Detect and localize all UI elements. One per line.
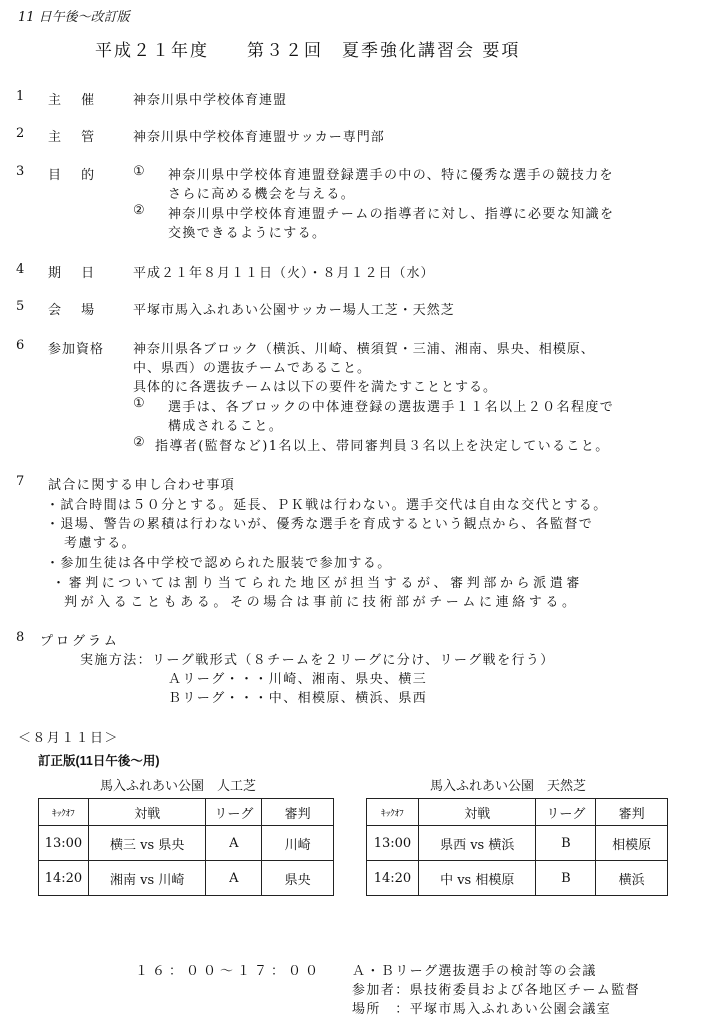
meeting-participants: 参加者：県技術委員および各地区チーム監督 bbox=[352, 983, 641, 998]
section-6-item-1-line-1: 選手は、各ブロックの中体連登録の選抜選手１１名以上２０名程度で bbox=[168, 400, 615, 415]
kickoff-time: 14:20 bbox=[367, 861, 419, 896]
referee: 川崎 bbox=[262, 826, 334, 861]
header-referee: 審判 bbox=[262, 799, 334, 826]
section-3-item-2-line-2: 交換できるようにする。 bbox=[168, 226, 327, 241]
league-a: Ａリーグ・・・川崎、湘南、県央、横三 bbox=[168, 672, 428, 687]
header-kickoff: ｷｯｸｵﾌ bbox=[39, 799, 89, 826]
left-venue-title: 馬入ふれあい公園 人工芝 bbox=[100, 779, 257, 794]
referee: 横浜 bbox=[596, 861, 668, 896]
section-7-bullet-2-line-2: 考慮する。 bbox=[64, 536, 137, 551]
league: A bbox=[206, 861, 262, 896]
section-6-label: 参加資格 bbox=[48, 342, 105, 357]
section-6-line-1: 神奈川県各ブロック（横浜、川崎、横須賀・三浦、湘南、県央、相模原、 bbox=[133, 342, 595, 357]
header-match: 対戦 bbox=[88, 799, 206, 826]
match: 横三 vs 県央 bbox=[88, 826, 206, 861]
section-6-number: 6 bbox=[16, 338, 25, 353]
table-row bbox=[367, 861, 668, 896]
league: A bbox=[206, 826, 262, 861]
section-7-title: 試合に関する申し合わせ事項 bbox=[48, 478, 236, 493]
referee: 県央 bbox=[262, 861, 334, 896]
section-3-label: 目 的 bbox=[48, 168, 103, 183]
section-6-item-2-line-1: 指導者(監督など)1名以上、帯同審判員３名以上を決定していること。 bbox=[155, 439, 610, 454]
match: 湘南 vs 川崎 bbox=[88, 861, 206, 896]
section-6-item-1-line-2: 構成されること。 bbox=[168, 419, 284, 434]
date-heading: ＜８月１１日＞ bbox=[18, 731, 119, 746]
left-schedule-table bbox=[38, 798, 334, 896]
revision-label: 訂正版(11日午後～用) bbox=[38, 754, 160, 768]
section-1-number: 1 bbox=[16, 89, 25, 104]
match: 県西 vs 横浜 bbox=[418, 826, 536, 861]
section-8-number: 8 bbox=[16, 630, 25, 645]
section-2-value: 神奈川県中学校体育連盟サッカー専門部 bbox=[133, 130, 385, 145]
section-7-bullet-3: ・参加生徒は各中学校で認められた服装で参加する。 bbox=[46, 556, 392, 571]
meeting-topic: Ａ・Ｂリーグ選抜選手の検討等の会議 bbox=[352, 964, 597, 979]
section-7-number: 7 bbox=[16, 474, 25, 489]
program-method: 実施方法：リーグ戦形式（８チームを２リーグに分け、リーグ戦を行う） bbox=[80, 653, 555, 668]
kickoff-time: 14:20 bbox=[39, 861, 89, 896]
section-4-number: 4 bbox=[16, 262, 25, 277]
section-7-bullet-4-line-1: ・審判については割り当てられた地区が担当するが、審判部から派遣審 bbox=[52, 576, 583, 591]
section-3-item-2-line-1: 神奈川県中学校体育連盟チームの指導者に対し、指導に必要な知識を bbox=[168, 207, 615, 222]
section-1-value: 神奈川県中学校体育連盟 bbox=[133, 93, 288, 108]
section-5-label: 会 場 bbox=[48, 303, 103, 318]
section-8-title: プログラム bbox=[40, 634, 120, 649]
referee: 相模原 bbox=[596, 826, 668, 861]
table-row bbox=[39, 861, 334, 896]
league: B bbox=[536, 826, 596, 861]
revision-stamp: 11 日午後～改訂版 bbox=[18, 10, 130, 25]
section-3-item-2-mark: ② bbox=[133, 203, 145, 218]
section-5-value: 平塚市馬入ふれあい公園サッカー場人工芝・天然芝 bbox=[133, 303, 455, 318]
page-title: 平成２１年度 第３２回 夏季強化講習会 要項 bbox=[95, 41, 521, 61]
kickoff-time: 13:00 bbox=[39, 826, 89, 861]
section-4-label: 期 日 bbox=[48, 266, 103, 281]
table-row bbox=[367, 826, 668, 861]
section-7-bullet-1: ・試合時間は５０分とする。延長、ＰＫ戦は行わない。選手交代は自由な交代とする。 bbox=[46, 498, 608, 513]
table-row bbox=[39, 826, 334, 861]
section-3-item-1-mark: ① bbox=[133, 164, 145, 179]
table-header-row bbox=[367, 799, 668, 826]
section-3-item-1-line-1: 神奈川県中学校体育連盟登録選手の中の、特に優秀な選手の競技力を bbox=[168, 168, 614, 183]
section-7-bullet-4-line-2: 判が入ることもある。その場合は事前に技術部がチームに連絡する。 bbox=[64, 595, 579, 610]
right-venue-title: 馬入ふれあい公園 天然芝 bbox=[430, 779, 587, 794]
section-7-bullet-2-line-1: ・退場、警告の累積は行わないが、優秀な選手を育成するという観点から、各監督で bbox=[46, 517, 594, 532]
meeting-place: 場所 ：平塚市馬入ふれあい公園会議室 bbox=[352, 1002, 612, 1017]
section-5-number: 5 bbox=[16, 299, 25, 314]
section-3-number: 3 bbox=[16, 164, 25, 179]
right-schedule-table bbox=[366, 798, 668, 896]
section-1-label: 主 催 bbox=[48, 93, 103, 108]
match: 中 vs 相模原 bbox=[418, 861, 536, 896]
header-kickoff: ｷｯｸｵﾌ bbox=[367, 799, 419, 826]
section-6-item-2-mark: ② bbox=[133, 435, 145, 450]
header-match: 対戦 bbox=[418, 799, 536, 826]
section-2-label: 主 管 bbox=[48, 130, 103, 145]
section-6-line-3: 具体的に各選抜チームは以下の要件を満たすこととする。 bbox=[133, 380, 498, 395]
table-header-row bbox=[39, 799, 334, 826]
league-b: Ｂリーグ・・・中、相模原、横浜、県西 bbox=[168, 691, 428, 706]
section-6-item-1-mark: ① bbox=[133, 396, 145, 411]
section-6-line-2: 中、県西）の選抜チームであること。 bbox=[133, 361, 372, 376]
section-4-value: 平成２１年８月１１日（火）・８月１２日（水） bbox=[133, 266, 435, 281]
section-2-number: 2 bbox=[16, 126, 25, 141]
section-3-item-1-line-2: さらに高める機会を与える。 bbox=[168, 187, 356, 202]
header-league: リーグ bbox=[536, 799, 596, 826]
meeting-time: １６：００～１７：００ bbox=[135, 964, 323, 979]
header-league: リーグ bbox=[206, 799, 262, 826]
kickoff-time: 13:00 bbox=[367, 826, 419, 861]
header-referee: 審判 bbox=[596, 799, 668, 826]
league: B bbox=[536, 861, 596, 896]
